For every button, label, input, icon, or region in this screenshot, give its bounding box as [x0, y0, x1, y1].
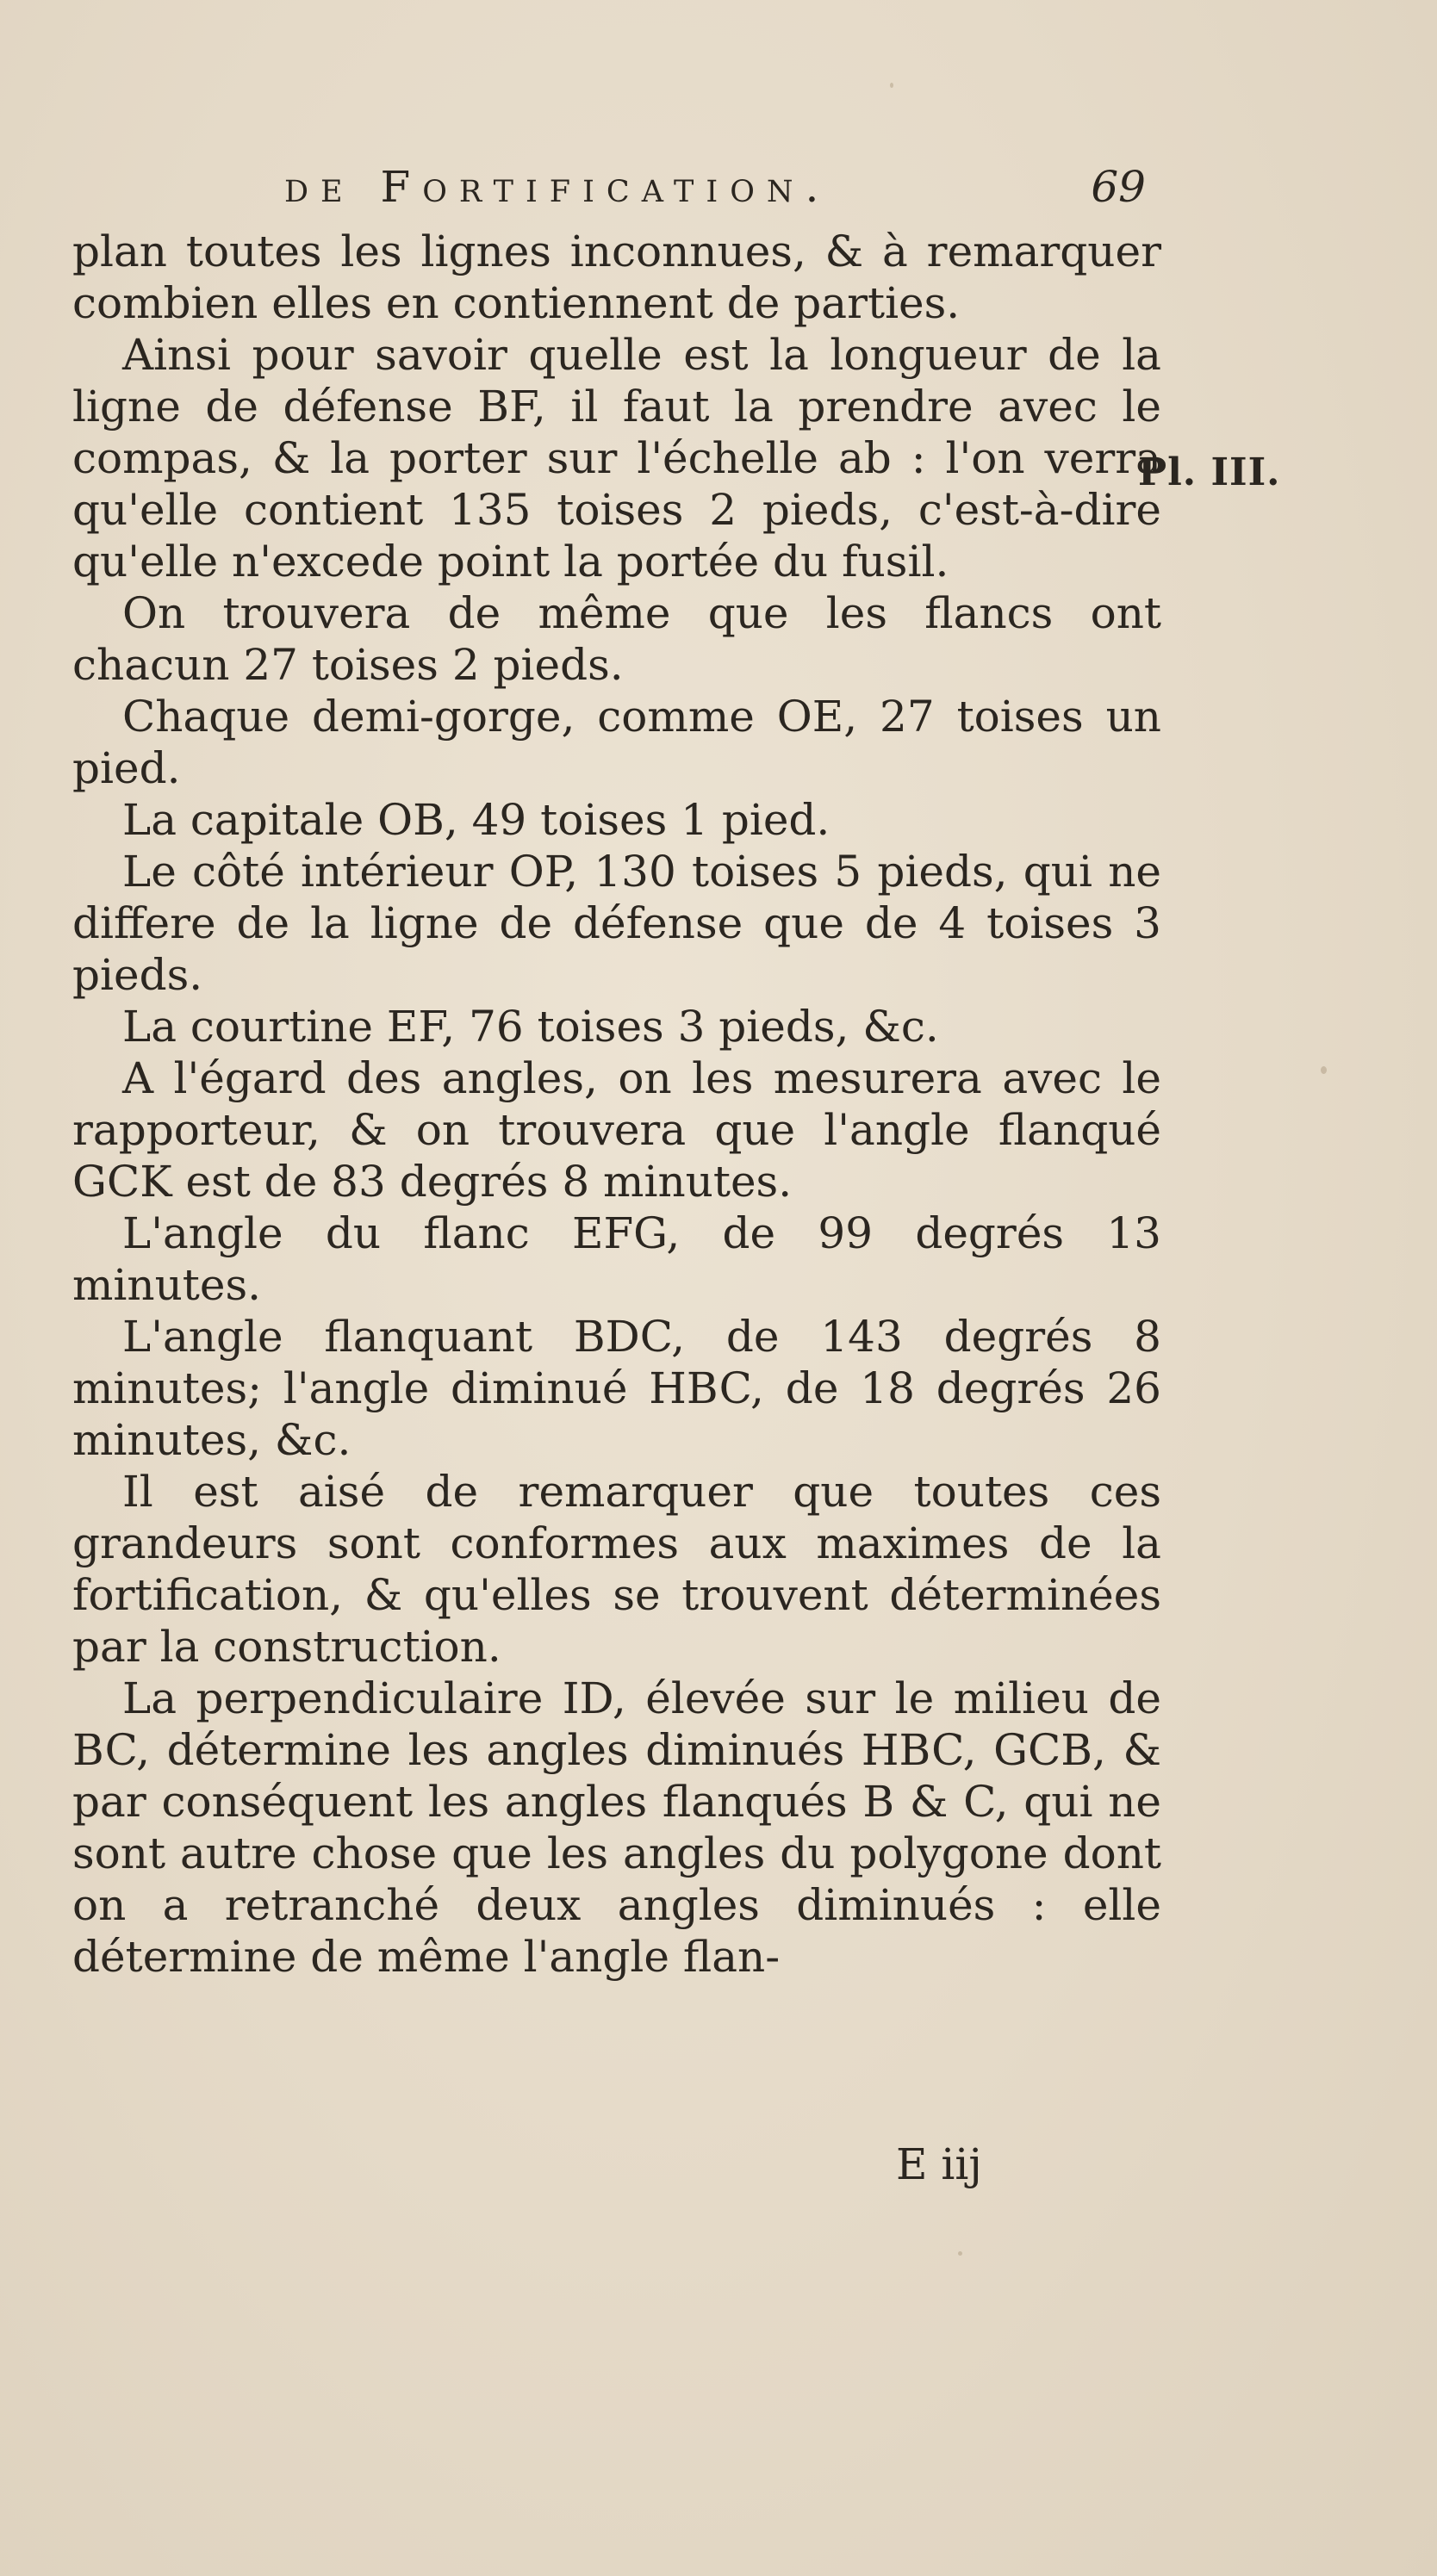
body-text — [72, 226, 1161, 1983]
plate-reference: Pl. III. — [1138, 450, 1281, 494]
page-number: 69 — [1091, 162, 1146, 212]
paragraph-6: Le côté intérieur OP, 130 toises 5 pieds, qui ne differe de la ligne de défense que de 4 toises 3 pieds. — [72, 847, 1161, 1000]
paragraph-12: La perpendiculaire ID, élevée sur le milieu de BC, détermine les angles diminués HBC, GCB, & par conséquent les angles flanqués B & C, qui ne sont autre chose que les angles du polygone dont on a retranché deux angles diminués : elle détermine de même l'angle flan- — [72, 1673, 1161, 1982]
paragraph-8: A l'égard des angles, on les mesurera avec le rapporteur, & on trouvera que l'angle flanqué GCK est de 83 degrés 8 minutes. — [72, 1053, 1161, 1207]
paragraph-1: plan toutes les lignes inconnues, & à remarquer combien elles en contiennent de parties. — [72, 227, 1161, 328]
header-title: de Fortification. — [284, 162, 831, 212]
paragraph-11: Il est aisé de remarquer que toutes ces grandeurs sont conformes aux maximes de la fortification, & qu'elles se trouvent déterminées par la construction. — [72, 1467, 1161, 1672]
paragraph-10: L'angle flanquant BDC, de 143 degrés 8 minutes; l'angle diminué HBC, de 18 degrés 26 minutes, &c. — [72, 1312, 1161, 1465]
paper-spot — [958, 2251, 962, 2256]
paragraph-2: Ainsi pour savoir quelle est la longueur de la ligne de défense BF, il faut la prendre avec le compas, & la porter sur l'échelle ab : l'on verra qu'elle contient 135 toises 2 pieds, c'est-à-dire qu'elle n'excede point la portée du fusil. — [72, 330, 1161, 587]
paragraph-4: Chaque demi-gorge, comme OE, 27 toises un pied. — [72, 692, 1161, 793]
paragraph-9: L'angle du flanc EFG, de 99 degrés 13 minutes. — [72, 1208, 1161, 1310]
paper-spot — [1321, 1066, 1327, 1074]
paragraph-5: La capitale OB, 49 toises 1 pied. — [122, 795, 830, 845]
paragraph-7: La courtine EF, 76 toises 3 pieds, &c. — [122, 1002, 939, 1052]
paragraph-3: On trouvera de même que les flancs ont chacun 27 toises 2 pieds. — [72, 588, 1161, 690]
paper-spot — [890, 83, 893, 88]
signature-mark: E iij — [896, 2139, 982, 2189]
running-header — [284, 162, 1146, 222]
